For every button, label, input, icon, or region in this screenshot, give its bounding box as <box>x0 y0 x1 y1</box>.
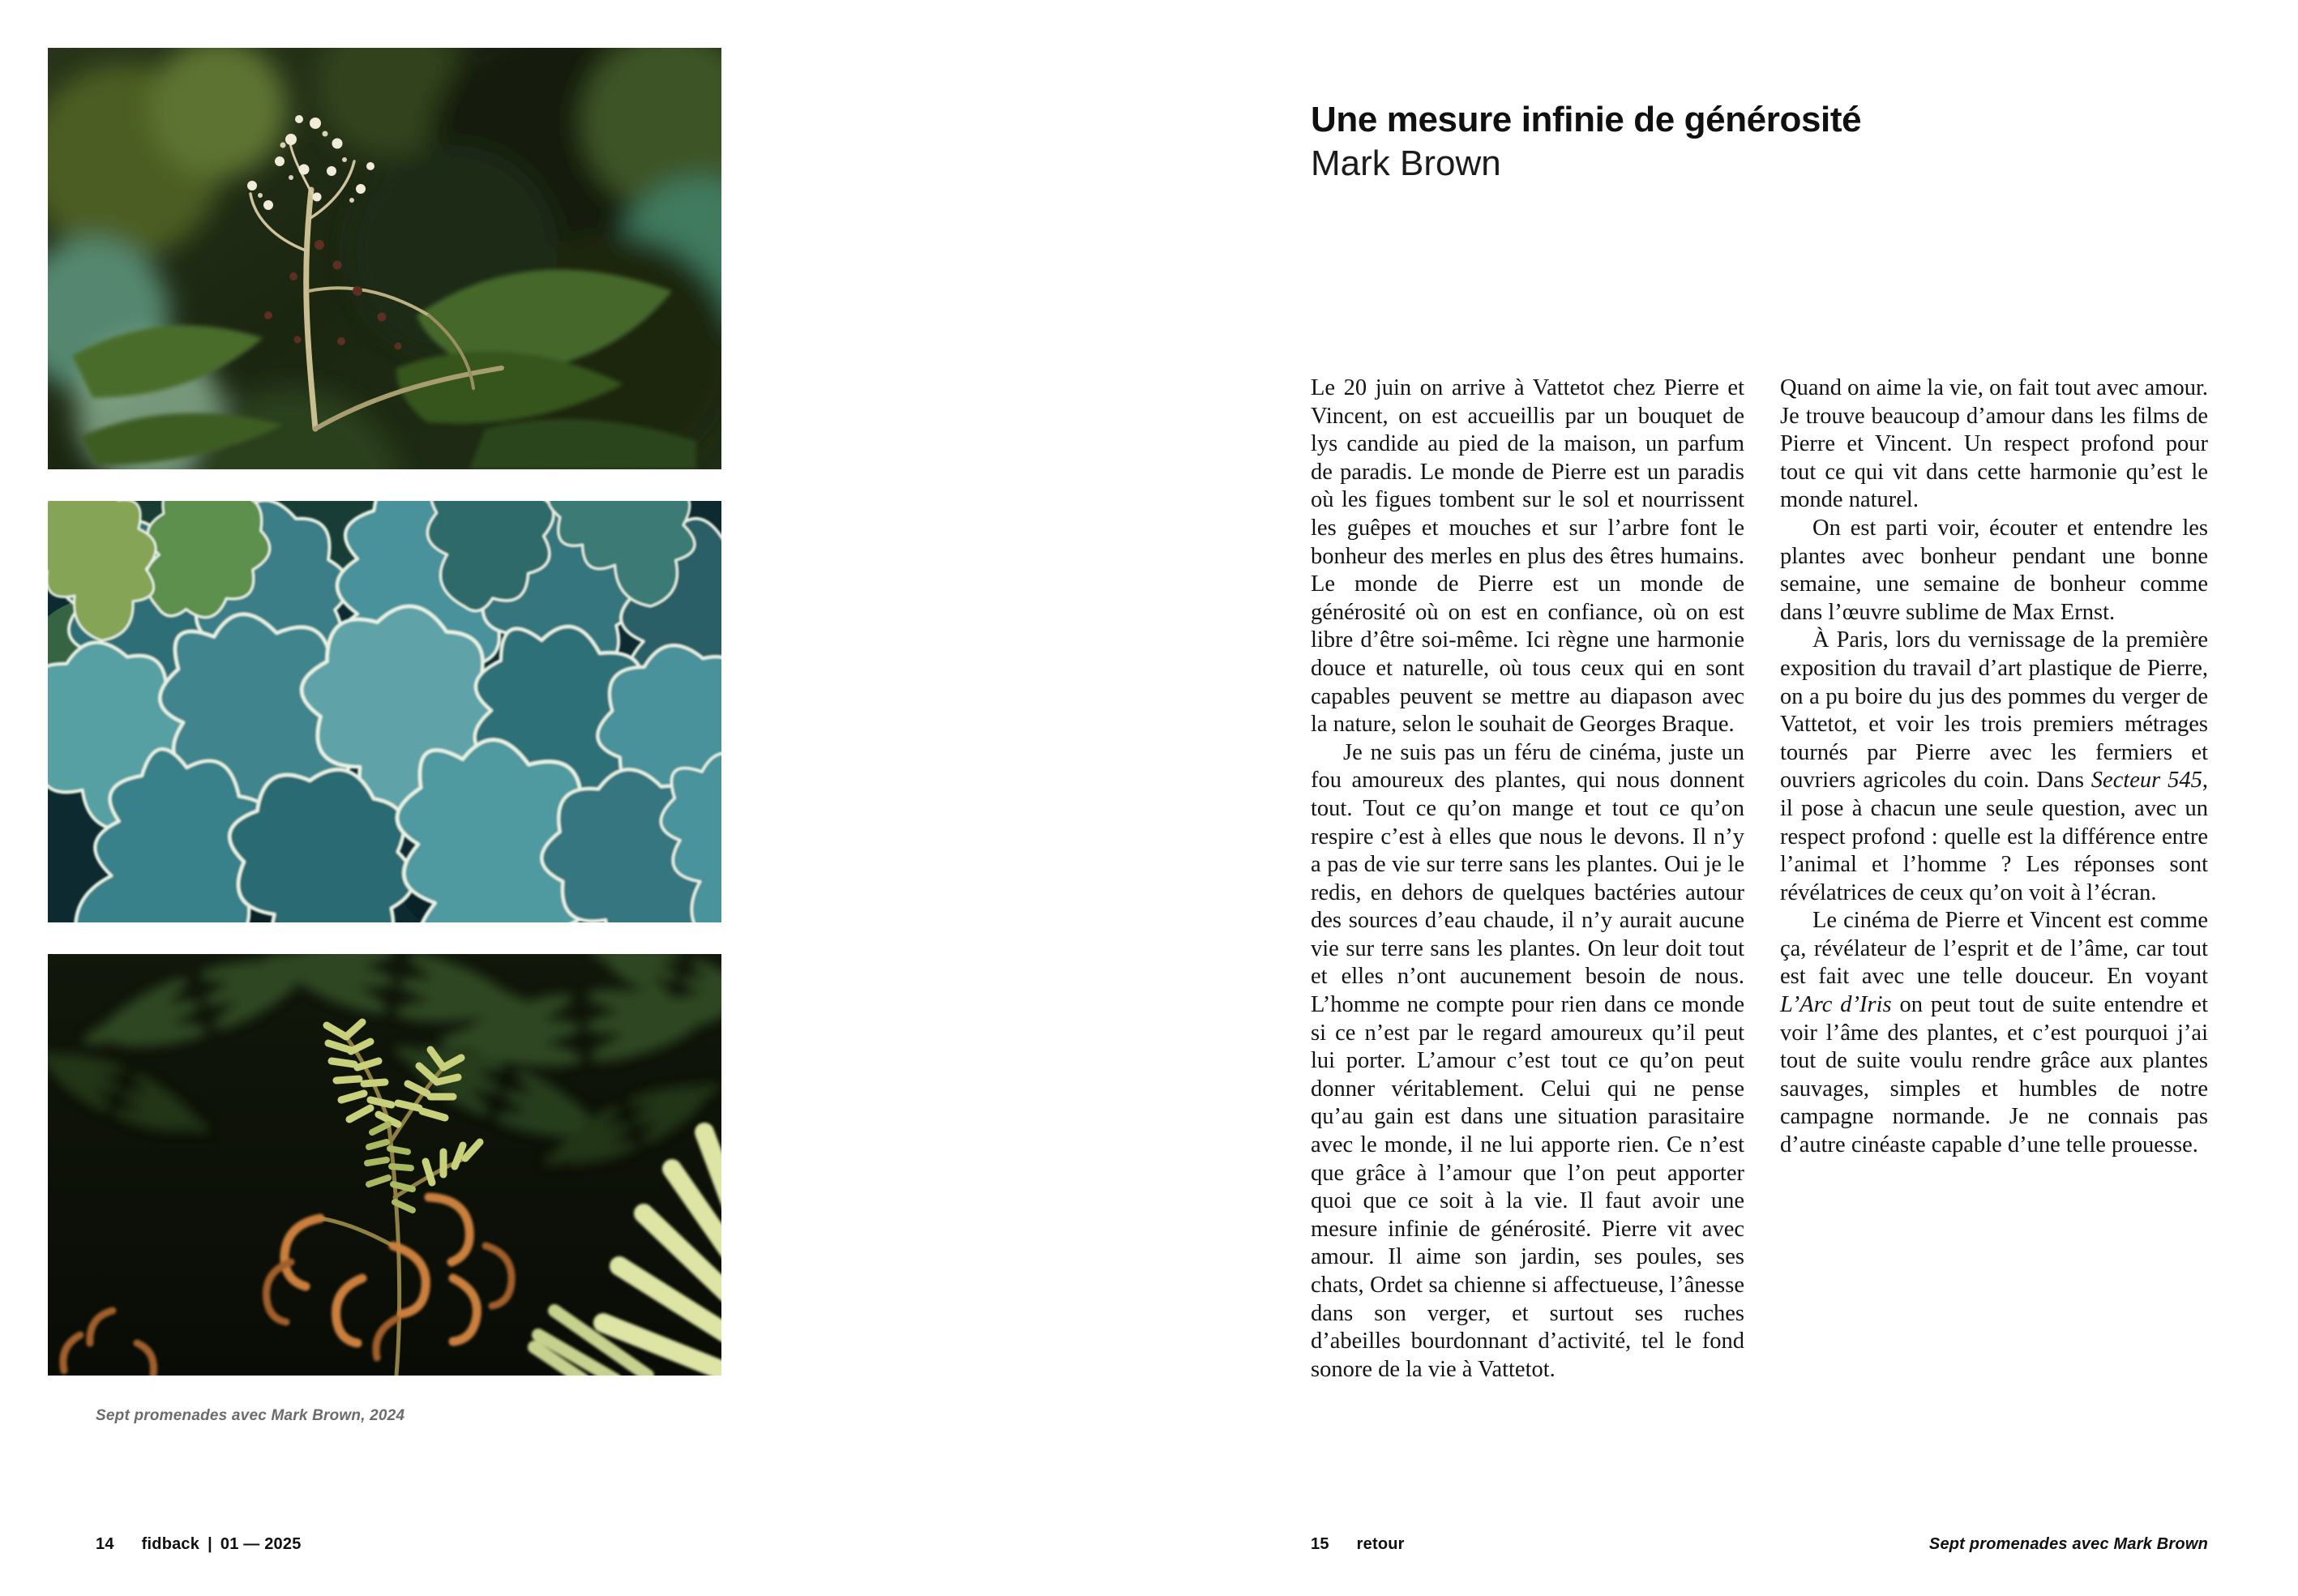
photo-sea-kale-leaves <box>48 501 721 922</box>
footer-separator: | <box>208 1535 212 1553</box>
fern-illustration <box>48 954 721 1376</box>
body-paragraph: À Paris, lors du vernissage de la première exposition du travail d’art plastique de Pierre, on a pu boire du jus des pommes du verger de Vattetot, et voir les trois premiers métrages tournés par Pierre avec les fermiers et ouvriers agricoles du coin. Dans Secteur 545, il pose à chacun une seule question, avec un respect profond : quelle est la différence entre l’animal et l’homme ? Les réponses sont révélatrices de ceux qu’on voit à l’écran. <box>1780 627 2208 905</box>
issue-number: 01 — 2025 <box>220 1535 302 1553</box>
journal-name: fidback <box>141 1535 200 1553</box>
footer-left <box>96 1535 302 1554</box>
body-paragraph: Quand on aime la vie, on fait tout avec amour. Je trouve beaucoup d’amour dans les films de Pierre et Vincent. Un respect profond pour tout ce qui vit dans cette harmonie qu’est le monde naturel. <box>1780 375 2208 513</box>
photo-fern-fronds <box>48 954 721 1376</box>
article-title: Une mesure infinie de générosité <box>1311 100 1862 139</box>
body-paragraph: Le cinéma de Pierre et Vincent est comme ça, révélateur de l’esprit et de l’âme, car tout est fait avec une telle douceur. En voyant L’Arc d’Iris on peut tout de suite entendre et voir l’âme des plantes, et c’est pourquoi j’ai tout de suite voulu rendre grâce aux plantes sauvages, simples et humbles de notre campagne normande. Je ne connais pas d’autre cinéaste capable d’une telle prouesse. <box>1780 908 2208 1158</box>
article-column-2 <box>1780 374 2208 1160</box>
figure-caption: Sept promenades avec Mark Brown, 2024 <box>96 1407 405 1424</box>
running-title: Sept promenades avec Mark Brown <box>1928 1535 2208 1553</box>
page-number-right: 15 <box>1311 1535 1329 1553</box>
body-paragraph: Le 20 juin on arrive à Vattetot chez Pierre et Vincent, on est accueillis par un bouquet de lys candide au pied de la maison, un parfum de paradis. Le monde de Pierre est un paradis où les figues tombent sur le sol et nourrissent les guêpes et mouches et sur l’arbre font le bonheur des merles en plus des êtres humains. Le monde de Pierre est un monde de générosité où on est en confiance, où on est libre d’être soi-même. Ici règne une harmonie douce et naturelle, où tous ceux qui en sont capables peuvent se mettre au diapason avec la nature, selon le souhait de Georges Braque. <box>1311 375 1744 738</box>
section-label: retour <box>1356 1535 1405 1553</box>
page-number-left: 14 <box>96 1535 114 1553</box>
article-column-1 <box>1311 374 1744 1384</box>
article-header <box>1311 98 2210 186</box>
flowering-branch-illustration <box>48 48 721 469</box>
article-author: Mark Brown <box>1311 143 1501 183</box>
body-paragraph: Je ne suis pas un féru de cinéma, juste un fou amoureux des plantes, qui nous donnent tout. Tout ce qu’on mange et tout ce qu’on respire c’est à elles que nous le devons. Il n’y a pas de vie sur terre sans les plantes. Oui je le redis, en dehors de quelques bactéries autour des sources d’eau chaude, il n’y aurait aucune vie sur terre sans les plantes. On leur doit tout et elles n’ont aucunement besoin de nous. L’homme ne compte pour rien dans ce monde si ce n’est par le regard amoureux qu’il peut lui porter. L’amour c’est tout ce qu’on peut donner véritablement. Celui qui ne pense qu’au gain est dans une situation parasitaire avec le monde, il ne lui apporte rien. Ce n’est que grâce à l’amour que l’on peut apporter quoi que ce soit à la vie. Il faut avoir une mesure infinie de générosité. Pierre vit avec amour. Il aime son jardin, ses poules, ses chats, Ordet sa chienne si affectueuse, l’ânesse dans son verger, et surtout ses ruches d’abeilles bourdonnant d’activité, tel le fond sonore de la vie à Vattetot. <box>1311 739 1744 1382</box>
body-paragraph: On est parti voir, écouter et entendre les plantes avec bonheur pendant une bonne semaine, une semaine de bonheur comme dans l’œuvre sublime de Max Ernst. <box>1780 515 2208 625</box>
sea-kale-illustration <box>48 501 721 922</box>
footer-right <box>1929 1535 2208 1554</box>
footer-center <box>1311 1535 1405 1554</box>
photo-flowering-branch <box>48 48 721 469</box>
